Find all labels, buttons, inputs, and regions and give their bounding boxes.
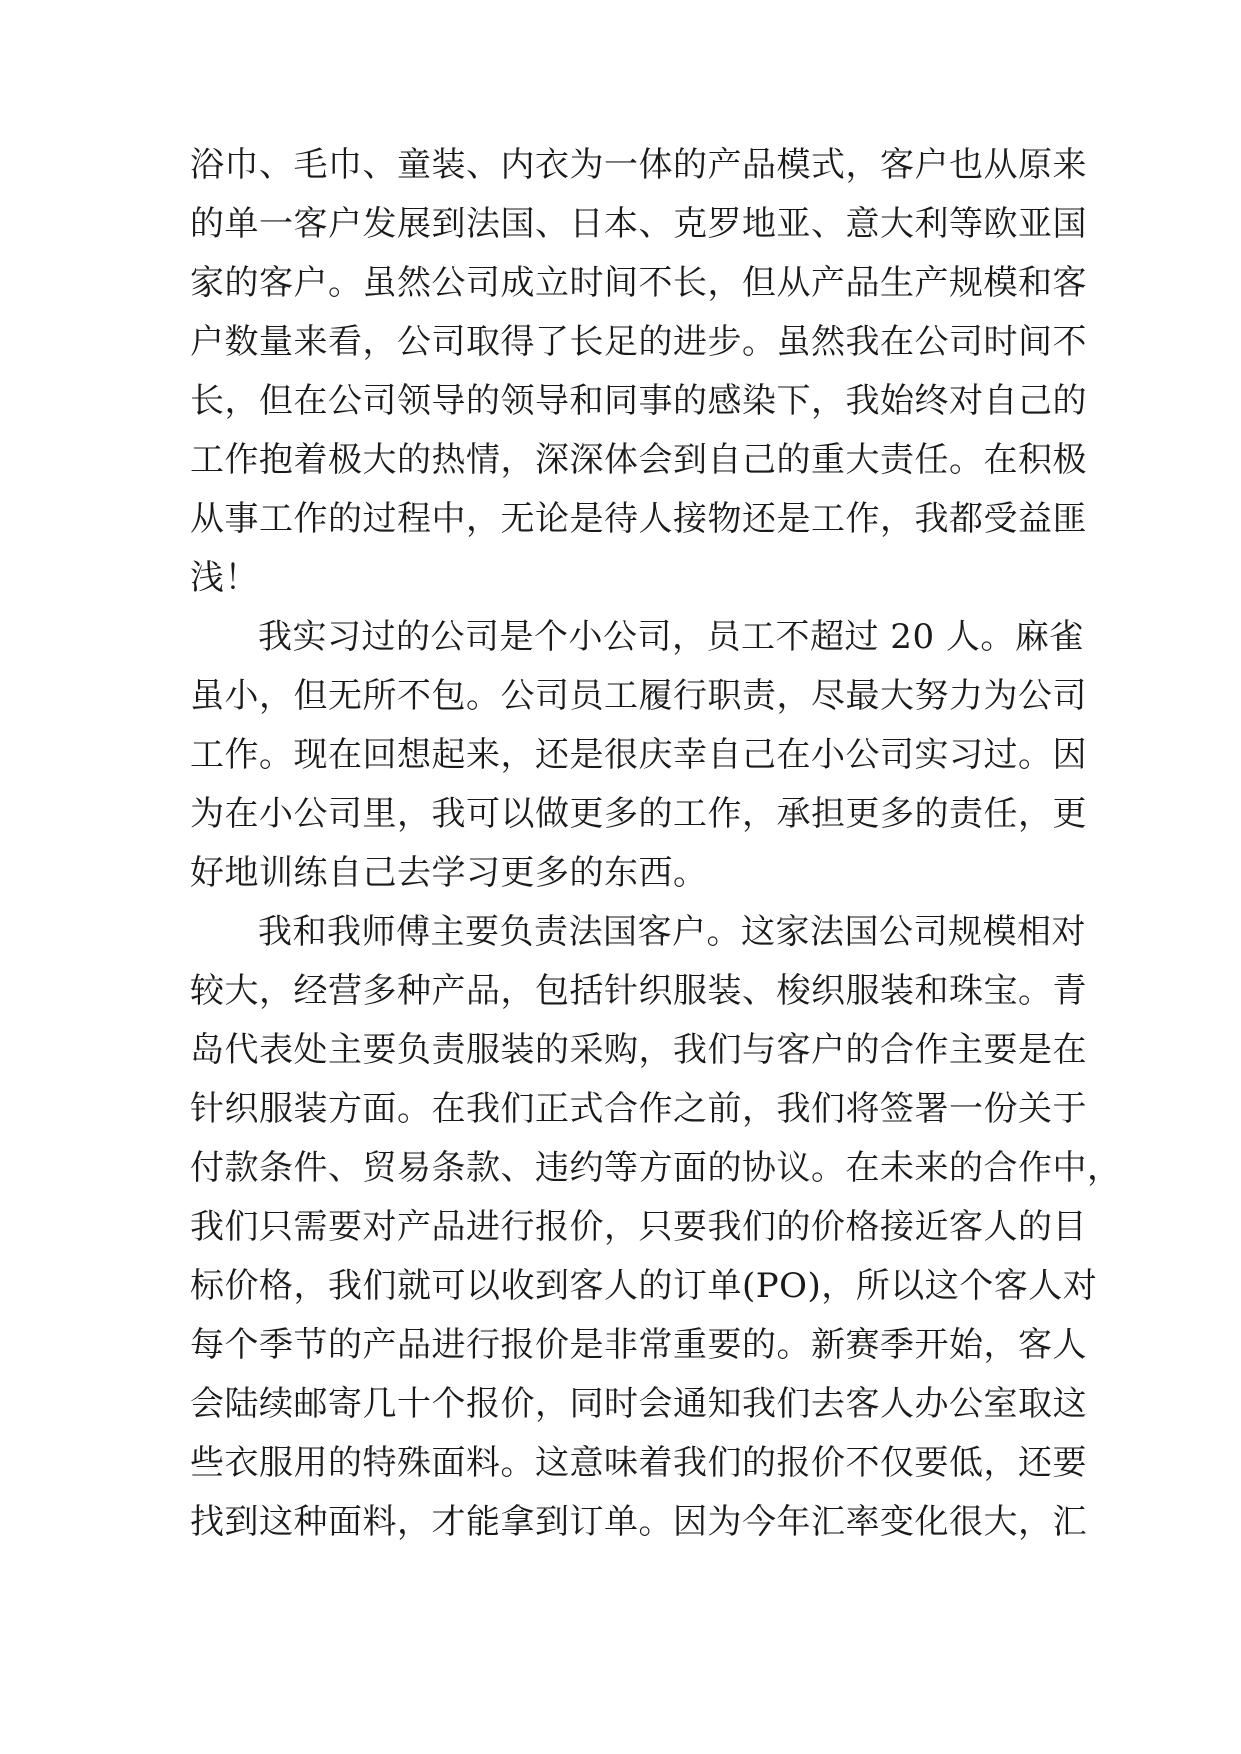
- text-line: 找到这种面料，才能拿到订单。因为今年汇率变化很大，汇: [190, 1502, 1087, 1542]
- text-line: 家的客户。虽然公司成立时间不长，但从产品生产规模和客: [190, 263, 1087, 303]
- text-line: 浴巾、毛巾、童装、内衣为一体的产品模式，客户也从原来: [190, 145, 1087, 185]
- text-line: 我们只需要对产品进行报价，只要我们的价格接近客人的目: [190, 1207, 1087, 1247]
- text-line: 较大，经营多种产品，包括针织服装、梭织服装和珠宝。青: [190, 971, 1087, 1011]
- text-line: 好地训练自己去学习更多的东西。: [190, 853, 708, 893]
- text-line: 虽小，但无所不包。公司员工履行职责，尽最大努力为公司: [190, 676, 1087, 716]
- text-line: 户数量来看，公司取得了长足的进步。虽然我在公司时间不: [190, 322, 1087, 362]
- text-line: 岛代表处主要负责服装的采购，我们与客户的合作主要是在: [190, 1030, 1087, 1070]
- text-line: 会陆续邮寄几十个报价，同时会通知我们去客人办公室取这: [190, 1384, 1087, 1424]
- text-line: 为在小公司里，我可以做更多的工作，承担更多的责任，更: [190, 794, 1087, 834]
- text-line: 浅！: [190, 558, 259, 598]
- text-line: 些衣服用的特殊面料。这意味着我们的报价不仅要低，还要: [190, 1443, 1087, 1483]
- text-line: 从事工作的过程中，无论是待人接物还是工作，我都受益匪: [190, 499, 1087, 539]
- document-body: [190, 136, 1122, 1552]
- text-line: 长，但在公司领导的领导和同事的感染下，我始终对自己的: [190, 381, 1087, 421]
- text-line: 标价格，我们就可以收到客人的订单(PO)，所以这个客人对: [190, 1266, 1098, 1306]
- text-line: 工作抱着极大的热情，深深体会到自己的重大责任。在积极: [190, 440, 1087, 480]
- text-line: 工作。现在回想起来，还是很庆幸自己在小公司实习过。因: [190, 735, 1087, 775]
- text-line: 我和我师傅主要负责法国客户。这家法国公司规模相对: [258, 912, 1086, 952]
- paragraph-3: [190, 903, 1122, 1552]
- paragraph-2: [190, 608, 1087, 903]
- text-line: 针织服装方面。在我们正式合作之前，我们将签署一份关于: [190, 1089, 1087, 1129]
- text-line: 付款条件、贸易条款、违约等方面的协议。在未来的合作中，: [190, 1148, 1122, 1188]
- text-line: 每个季节的产品进行报价是非常重要的。新赛季开始，客人: [190, 1325, 1087, 1365]
- text-line: 的单一客户发展到法国、日本、克罗地亚、意大利等欧亚国: [190, 204, 1087, 244]
- paragraph-1: [190, 136, 1087, 608]
- text-line: 我实习过的公司是个小公司，员工不超过 20 人。麻雀: [258, 617, 1084, 657]
